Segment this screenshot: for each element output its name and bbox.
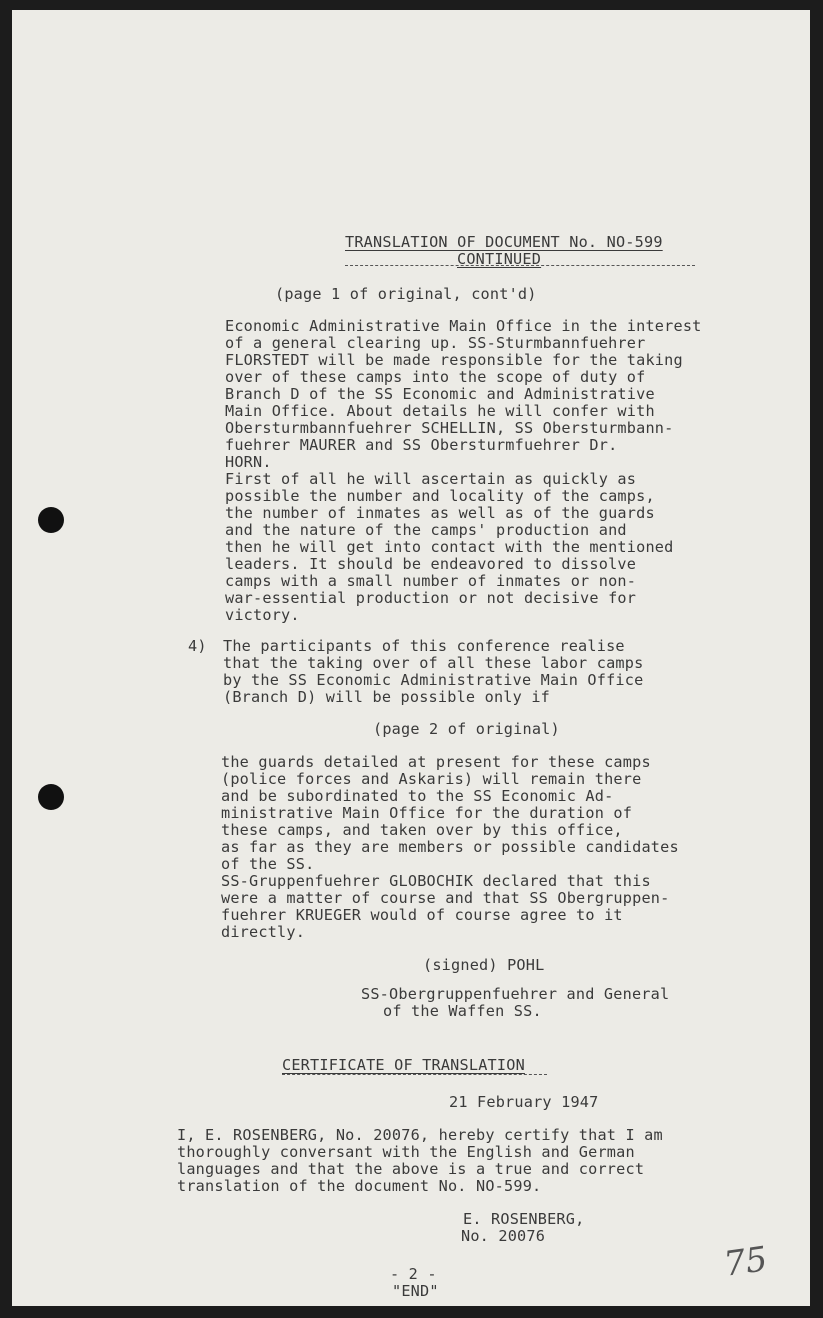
text-line: SS-Gruppenfuehrer GLOBOCHIK declared that this [221,872,651,890]
handwritten-page-number: 75 [721,1239,770,1285]
text-line: (police forces and Askaris) will remain there [221,770,642,788]
page-reference-1: (page 1 of original, cont'd) [275,285,537,303]
document-title: TRANSLATION OF DOCUMENT No. NO-599 [345,233,663,251]
title-rule [345,265,695,266]
text-line: the guards detailed at present for these camps [221,753,651,771]
text-line: languages and that the above is a true and correct [177,1160,645,1178]
text-line: Obersturmbannfuehrer SCHELLIN, SS Obersturmbann- [225,419,674,437]
signed-line: (signed) POHL [423,956,545,974]
certificate-title: CERTIFICATE OF TRANSLATION [282,1056,525,1074]
page-reference-2: (page 2 of original) [373,720,560,738]
page-number: - 2 - [390,1265,437,1283]
text-line: translation of the document No. NO-599. [177,1177,542,1195]
text-line: First of all he will ascertain as quickly as [225,470,637,488]
text-line: of a general clearing up. SS-Sturmbannfuehrer [225,334,646,352]
certifier-number: No. 20076 [461,1227,546,1245]
text-line: fuehrer MAURER and SS Obersturmfuehrer Dr. [225,436,618,454]
end-marker: "END" [392,1282,439,1300]
text-line: fuehrer KRUEGER would of course agree to it [221,906,623,924]
text-line: over of these camps into the scope of duty of [225,368,646,386]
text-line: camps with a small number of inmates or non- [225,572,637,590]
punch-hole [38,507,64,533]
text-line: these camps, and taken over by this office, [221,821,623,839]
text-line: were a matter of course and that SS Obergruppen- [221,889,670,907]
text-line: by the SS Economic Administrative Main Office [223,671,644,689]
text-line: then he will get into contact with the mentioned [225,538,674,556]
text-line: The participants of this conference realise [223,637,625,655]
signer-rank-continued: of the Waffen SS. [383,1002,542,1020]
text-line: as far as they are members or possible candidates [221,838,679,856]
document-subtitle: CONTINUED [457,250,542,268]
text-line: HORN. [225,453,272,471]
text-line: of the SS. [221,855,315,873]
text-line: that the taking over of all these labor camps [223,654,644,672]
text-line: the number of inmates as well as of the guards [225,504,655,522]
text-line: war-essential production or not decisive for [225,589,637,607]
text-line: leaders. It should be endeavored to dissolve [225,555,637,573]
text-line: Main Office. About details he will confer with [225,402,655,420]
text-line: (Branch D) will be possible only if [223,688,551,706]
certifier-name: E. ROSENBERG, [463,1210,585,1228]
certificate-date: 21 February 1947 [449,1093,599,1111]
signer-rank: SS-Obergruppenfuehrer and General [361,985,670,1003]
text-line: victory. [225,606,300,624]
text-line: directly. [221,923,306,941]
text-line: and the nature of the camps' production and [225,521,627,539]
certificate-rule [282,1074,547,1075]
document-page [12,10,810,1306]
punch-hole [38,784,64,810]
text-line: possible the number and locality of the camps, [225,487,655,505]
text-line: ministrative Main Office for the duration of [221,804,633,822]
text-line: thoroughly conversant with the English and German [177,1143,635,1161]
text-line: FLORSTEDT will be made responsible for the taking [225,351,683,369]
item-number: 4) [188,637,207,655]
text-line: I, E. ROSENBERG, No. 20076, hereby certify that I am [177,1126,663,1144]
text-line: and be subordinated to the SS Economic Ad- [221,787,614,805]
text-line: Economic Administrative Main Office in the interest [225,317,702,335]
text-line: Branch D of the SS Economic and Administrative [225,385,655,403]
